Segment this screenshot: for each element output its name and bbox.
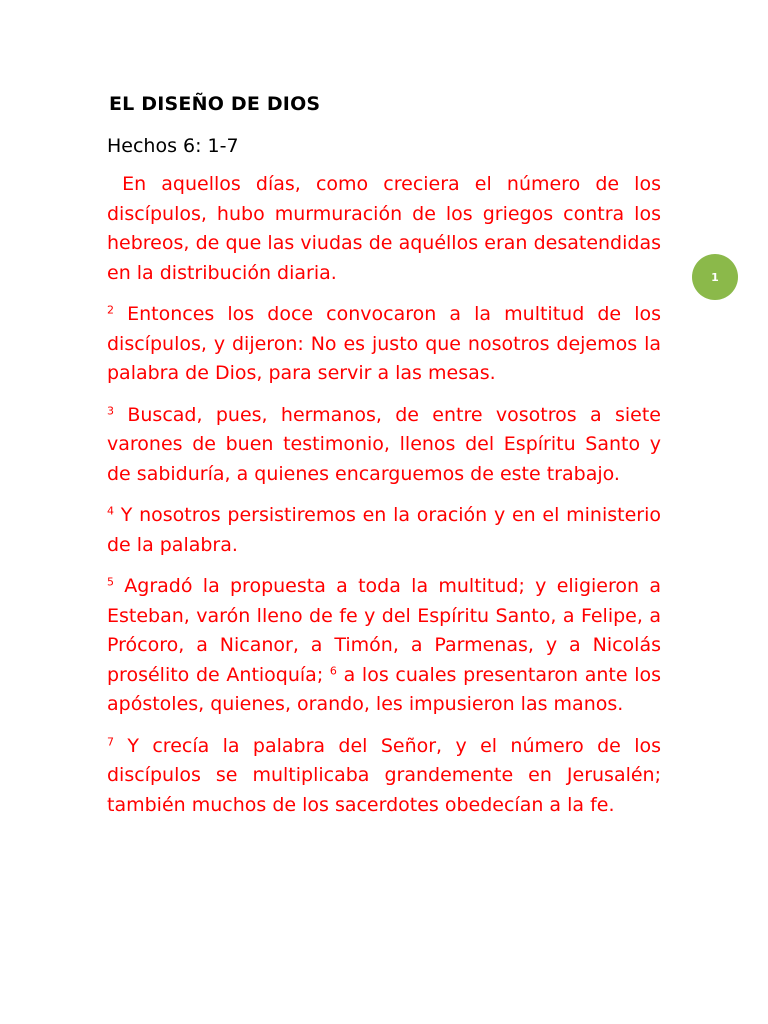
verse-text: Entonces los doce convocaron a la multitud de los discípulos, y dijeron: No es justo que nosotros dejemos la palabra de Dios, para servir a las mesas. bbox=[107, 303, 661, 384]
verse-text: Y nosotros persistiremos en la oración y en el ministerio de la palabra. bbox=[107, 504, 661, 556]
page-number-badge bbox=[692, 254, 738, 300]
verse-number: 2 bbox=[107, 303, 114, 317]
verse-paragraph-2 bbox=[107, 300, 661, 389]
document-title: EL DISEÑO DE DIOS bbox=[109, 93, 321, 115]
document-page bbox=[107, 90, 661, 832]
verse-text: Buscad, pues, hermanos, de entre vosotros a siete varones de buen testimonio, llenos del Espíritu Santo y de sabiduría, a quienes encarguemos de este trabajo. bbox=[107, 403, 661, 485]
verse-text: a los cuales presentaron ante los apóstoles, quienes, orando, les impusieron las manos. bbox=[107, 663, 661, 715]
verse-number: 6 bbox=[329, 663, 337, 677]
page-number: 1 bbox=[711, 270, 719, 284]
verse-paragraph-7 bbox=[107, 732, 661, 821]
scripture-reference: Hechos 6: 1-7 bbox=[107, 135, 239, 157]
verse-number: 3 bbox=[107, 403, 114, 417]
verse-paragraph-5 bbox=[107, 572, 661, 720]
verse-number: 4 bbox=[107, 504, 114, 518]
verse-number: 5 bbox=[107, 575, 114, 589]
verse-text: Y crecía la palabra del Señor, y el número de los discípulos se multiplicaba grandemente en Jerusalén; también muchos de los sacerdotes obedecían a la fe. bbox=[107, 734, 661, 816]
verse-text: Agradó la propuesta a toda la multitud; y eligieron a Esteban, varón lleno de fe y del Espíritu Santo, a Felipe, a Prócoro, a Nicanor, a Timón, a Parmenas, y a Nicolás prosélito de Antioquía; bbox=[107, 575, 661, 686]
verse-number: 7 bbox=[107, 734, 114, 748]
verse-paragraph-3 bbox=[107, 401, 661, 490]
verse-text: En aquellos días, como creciera el número de los discípulos, hubo murmuración de los griegos contra los hebreos, de que las viudas de aquéllos eran desatendidas en la distribución diaria. bbox=[107, 173, 661, 284]
verse-paragraph-4 bbox=[107, 501, 661, 560]
verse-paragraph-1 bbox=[107, 170, 661, 288]
